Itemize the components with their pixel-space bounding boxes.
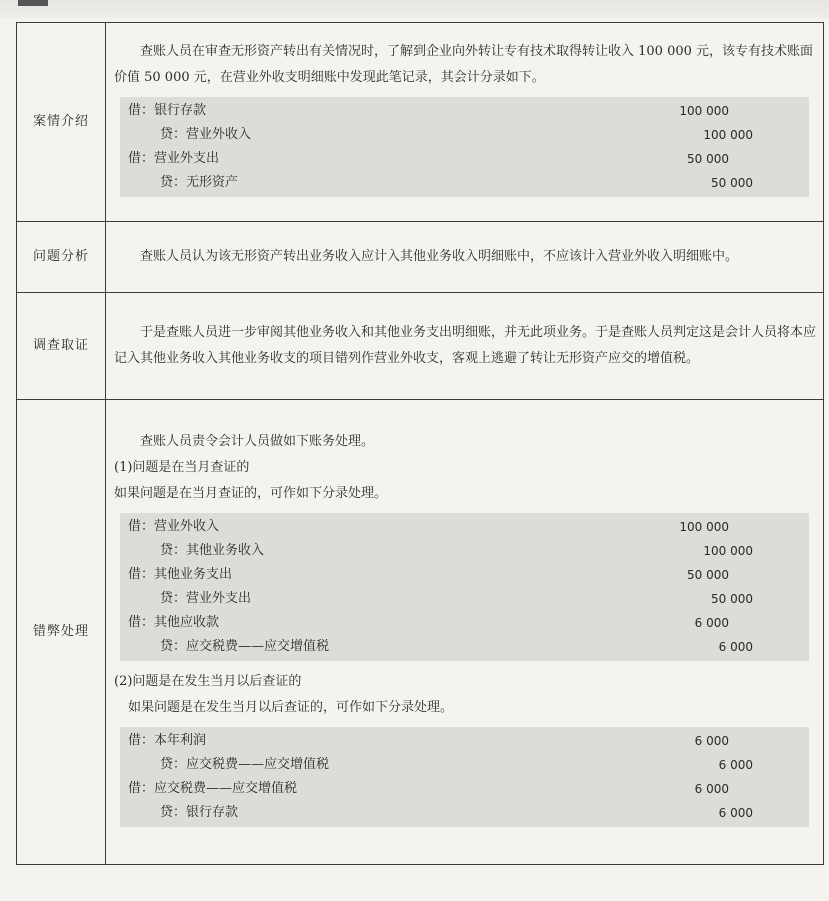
journal-entry: [120, 147, 809, 171]
journal-entry: [120, 611, 809, 635]
entry-amount: 6 000: [694, 616, 729, 630]
entry-account: 借：营业外支出: [128, 151, 220, 166]
journal-entry: [120, 123, 809, 147]
row-case-intro: [17, 23, 824, 222]
entry-amount: 100 000: [679, 104, 729, 118]
label-fraud-handling: 错弊处理: [17, 400, 106, 865]
content-case-intro: [106, 23, 824, 222]
entry-amount: 100 000: [703, 544, 753, 558]
label-investigation: 调查取证: [17, 293, 106, 400]
label-problem-analysis: 问题分析: [17, 222, 106, 293]
journal-entries-case1: [120, 513, 809, 661]
journal-entry: [120, 635, 809, 659]
content-problem-analysis: [106, 222, 824, 293]
entry-account: 贷：银行存款: [160, 805, 239, 820]
journal-entry: [120, 753, 809, 777]
entry-amount: 100 000: [703, 128, 753, 142]
entry-amount: 6 000: [694, 782, 729, 796]
journal-entries-case2: [120, 727, 809, 827]
row-problem-analysis: [17, 222, 824, 293]
entry-account: 借：其他应收款: [128, 615, 220, 630]
entry-account: 贷：应交税费——应交增值税: [160, 757, 330, 772]
journal-entry: [120, 515, 809, 539]
case-intro-text: 查账人员在审查无形资产转出有关情况时，了解到企业向外转让专有技术取得转让收入 100 000 元，该专有技术账面价值 50 000 元，在营业外收支明细账中发现此笔记录，其会计分录如下。: [114, 44, 814, 85]
journal-entry: [120, 777, 809, 801]
fix-case2-text: 如果问题是在发生当月以后查证的，可作如下分录处理。: [128, 700, 454, 715]
investigation-text: 于是查账人员进一步审阅其他业务收入和其他业务支出明细账，并无此项业务。于是查账人员判定这是会计人员将本应记入其他业务收入其他业务收支的项目错列作营业外收支，客观上逃避了转让无形资产应交的增值税。: [114, 325, 817, 366]
entry-account: 贷：应交税费——应交增值税: [160, 639, 330, 654]
entry-account: 贷：其他业务收入: [160, 543, 265, 558]
label-case-intro: 案情介绍: [17, 23, 106, 222]
entry-account: 借：应交税费——应交增值税: [128, 781, 298, 796]
entry-account: 贷：营业外收入: [160, 127, 252, 142]
entry-amount: 6 000: [718, 806, 753, 820]
content-investigation: [106, 293, 824, 400]
fix-case1-title: (1)问题是在当月查证的: [114, 460, 250, 475]
fix-intro: 查账人员责令会计人员做如下账务处理。: [140, 434, 375, 449]
row-fraud-handling: [17, 400, 824, 865]
page-top-strip: [0, 0, 829, 18]
journal-entry: [120, 563, 809, 587]
entry-account: 借：营业外收入: [128, 519, 220, 534]
entry-amount: 100 000: [679, 520, 729, 534]
case-table: [16, 22, 824, 865]
entry-amount: 50 000: [687, 152, 729, 166]
journal-entries-case: [120, 97, 809, 197]
row-investigation: [17, 293, 824, 400]
fix-case1-text: 如果问题是在当月查证的，可作如下分录处理。: [114, 486, 388, 501]
entry-account: 贷：无形资产: [160, 175, 239, 190]
page-top-tab: [18, 0, 48, 6]
entry-account: 贷：营业外支出: [160, 591, 252, 606]
entry-amount: 6 000: [718, 640, 753, 654]
journal-entry: [120, 587, 809, 611]
entry-amount: 6 000: [718, 758, 753, 772]
journal-entry: [120, 801, 809, 825]
journal-entry: [120, 99, 809, 123]
entry-amount: 50 000: [687, 568, 729, 582]
journal-entry: [120, 171, 809, 195]
entry-account: 借：本年利润: [128, 733, 207, 748]
fix-case2-title: (2)问题是在发生当月以后查证的: [114, 674, 302, 689]
entry-account: 借：其他业务支出: [128, 567, 233, 582]
journal-entry: [120, 539, 809, 563]
entry-amount: 50 000: [711, 176, 753, 190]
entry-amount: 6 000: [694, 734, 729, 748]
journal-entry: [120, 729, 809, 753]
problem-analysis-text: 查账人员认为该无形资产转出业务收入应计入其他业务收入明细账中，不应该计入营业外收入明细账中。: [140, 249, 739, 264]
content-fraud-handling: [106, 400, 824, 865]
entry-amount: 50 000: [711, 592, 753, 606]
entry-account: 借：银行存款: [128, 103, 207, 118]
